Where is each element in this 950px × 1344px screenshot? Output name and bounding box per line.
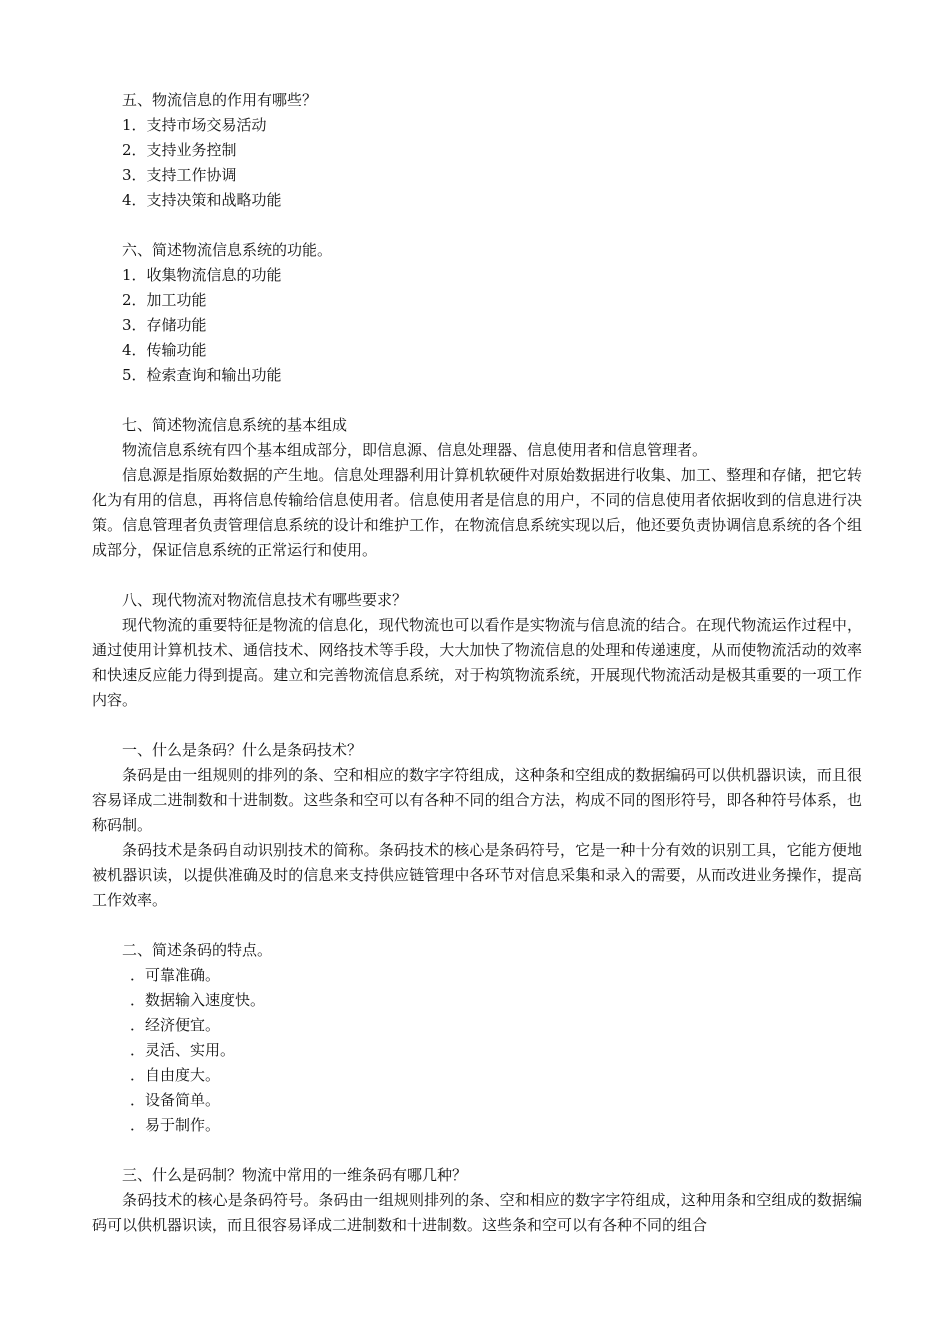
section-heading: 五、物流信息的作用有哪些？	[122, 91, 318, 109]
list-item: ．数据输入速度快。	[130, 991, 266, 1009]
list-item: ．易于制作。	[130, 1116, 221, 1134]
paragraph: 现代物流的重要特征是物流的信息化，现代物流也可以看作是实物流与信息流的结合。在现代物流运作过程中，通过使用计算机技术、通信技术、网络技术等手段，大大加快了物流信息的处理和传递速度，从而使物流活动的效率和快速反应能力得到提高。建立和完善物流信息系统，对于构筑物流系统，开展现代物流活动是极其重要的一项工作内容。	[92, 616, 862, 709]
list-item: 5．检索查询和输出功能	[122, 366, 282, 384]
document-page	[92, 88, 862, 1263]
paragraph: 条码技术是条码自动识别技术的简称。条码技术的核心是条码符号，它是一种十分有效的识别工具，它能方便地被机器识读，以提供准确及时的信息来支持供应链管理中各环节对信息采集和录入的需要，从而改进业务操作，提高工作效率。	[92, 841, 862, 909]
list-item: 3．存储功能	[122, 316, 207, 334]
list-item: 4．传输功能	[122, 341, 207, 359]
paragraph: 条码技术的核心是条码符号。条码由一组规则排列的条、空和相应的数字字符组成，这种用条和空组成的数据编码可以供机器识读，而且很容易译成二进制数和十进制数。这些条和空可以有各种不同的组合	[92, 1191, 862, 1234]
section-modern-logistics-requirements	[92, 588, 862, 713]
paragraph: 物流信息系统有四个基本组成部分，即信息源、信息处理器、信息使用者和信息管理者。	[122, 441, 708, 459]
section-info-system-functions	[92, 238, 862, 388]
list-item: 3．支持工作协调	[122, 166, 237, 184]
list-item: 4．支持决策和战略功能	[122, 191, 282, 209]
section-heading: 一、什么是条码？什么是条码技术？	[122, 741, 363, 759]
list-item: ．灵活、实用。	[130, 1041, 236, 1059]
section-heading: 六、简述物流信息系统的功能。	[122, 241, 333, 259]
list-item: ．经济便宜。	[130, 1016, 221, 1034]
list-item: 2．支持业务控制	[122, 141, 237, 159]
paragraph: 信息源是指原始数据的产生地。信息处理器利用计算机软硬件对原始数据进行收集、加工、整理和存储，把它转化为有用的信息，再将信息传输给信息使用者。信息使用者是信息的用户，不同的信息使用者依据收到的信息进行决策。信息管理者负责管理信息系统的设计和维护工作，在物流信息系统实现以后，他还要负责协调信息系统的各个组成部分，保证信息系统的正常运行和使用。	[92, 466, 862, 559]
list-item: 2．加工功能	[122, 291, 207, 309]
list-item: ．设备简单。	[130, 1091, 221, 1109]
list-item: ．自由度大。	[130, 1066, 221, 1084]
section-info-system-components	[92, 413, 862, 563]
section-heading: 三、什么是码制？物流中常用的一维条码有哪几种？	[122, 1166, 468, 1184]
paragraph: 条码是由一组规则的排列的条、空和相应的数字字符组成，这种条和空组成的数据编码可以供机器识读，而且很容易译成二进制数和十进制数。这些条和空可以有各种不同的组合方法，构成不同的图形符号，即各种符号体系，也称码制。	[92, 766, 862, 834]
section-heading: 二、简述条码的特点。	[122, 941, 273, 959]
list-item: 1．收集物流信息的功能	[122, 266, 282, 284]
list-item: 1．支持市场交易活动	[122, 116, 267, 134]
section-barcode-definition	[92, 738, 862, 913]
list-item: ．可靠准确。	[130, 966, 221, 984]
section-heading: 七、简述物流信息系统的基本组成	[122, 416, 348, 434]
section-barcode-symbology	[92, 1163, 862, 1238]
section-heading: 八、现代物流对物流信息技术有哪些要求？	[122, 591, 408, 609]
section-barcode-features	[92, 938, 862, 1138]
section-logistics-info-roles	[92, 88, 862, 213]
